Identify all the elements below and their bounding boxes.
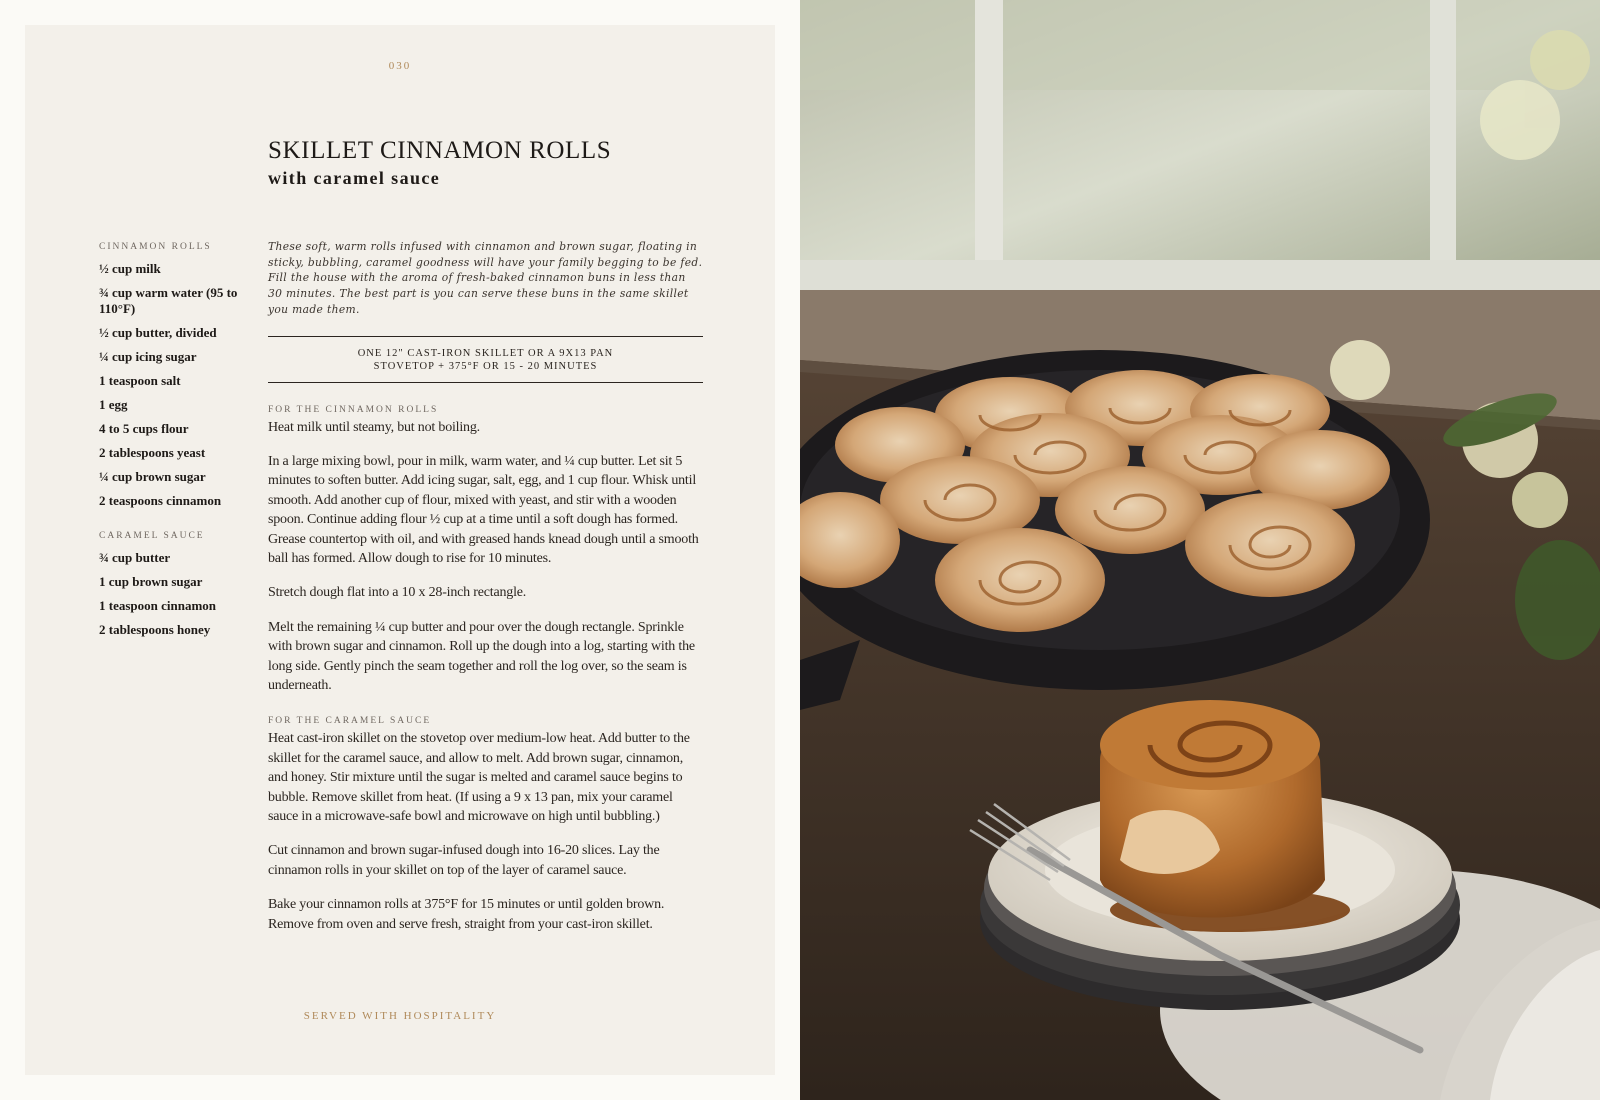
page-number: 030 bbox=[388, 60, 412, 72]
recipe-intro: These soft, warm rolls infused with cinnamon and brown sugar, floating in sticky, bubbling, caramel goodness will have your family begging to be fed. Fill the house with the aroma of fresh-baked cinnamon buns in less than 30 minutes. The best part is you can serve these buns in the same skillet you made them. bbox=[268, 240, 703, 316]
directions-heading-sauce: FOR THE CARAMEL SAUCE bbox=[268, 716, 432, 727]
ingredient-item: 1 egg bbox=[99, 397, 128, 412]
direction-step: Heat cast-iron skillet on the stovetop over medium-low heat. Add butter to the skillet for the caramel sauce, and allow to melt. Add brown sugar, cinnamon, and honey. Stir mixture until the sugar is melted and caramel sauce begins to bubble. Remove skillet from heat. (If using a 9 x 13 pan, mix your caramel sauce in a microwave-safe bowl and microwave on high until bubbling.) bbox=[268, 731, 690, 825]
ingredient-list-rolls bbox=[99, 261, 249, 509]
ingredient-item: ½ cup milk bbox=[99, 261, 161, 276]
direction-step: Bake your cinnamon rolls at 375°F for 15 minutes or until golden brown. Remove from oven and serve fresh, straight from your cast-iron skillet. bbox=[268, 897, 665, 932]
footer-text: SERVED WITH HOSPITALITY bbox=[303, 1010, 497, 1022]
ingredient-list-sauce bbox=[99, 550, 249, 638]
ingredient-item: ½ cup butter, divided bbox=[99, 325, 217, 340]
recipe-title: SKILLET CINNAMON ROLLS bbox=[268, 137, 612, 164]
ingredients-heading-sauce: CARAMEL SAUCE bbox=[99, 531, 205, 541]
ingredient-item: ¾ cup butter bbox=[99, 550, 171, 565]
cook-time-line: STOVETOP + 375°F OR 15 - 20 MINUTES bbox=[373, 360, 598, 372]
ingredient-item: 1 teaspoon cinnamon bbox=[99, 598, 217, 613]
ingredient-item: 2 tablespoons yeast bbox=[99, 445, 206, 460]
ingredients-heading-rolls: CINNAMON ROLLS bbox=[99, 242, 212, 252]
ingredient-item: 2 tablespoons honey bbox=[99, 622, 211, 637]
direction-step: In a large mixing bowl, pour in milk, warm water, and ¼ cup butter. Let sit 5 minutes to soften butter. Add icing sugar, salt, egg, and 1 cup flour. Whisk until smooth. Add another cup of flour, mixed with yeast, and stir with a wooden spoon. Continue adding flour ½ cup at a time until a soft dough has formed. Grease countertop with oil, and with greased hands knead dough until a smooth ball has formed. Allow dough to rise for 10 minutes. bbox=[268, 453, 699, 566]
recipe-page bbox=[25, 25, 775, 1075]
direction-step: Heat milk until steamy, but not boiling. bbox=[268, 419, 480, 435]
equipment-line: ONE 12" CAST-IRON SKILLET OR A 9X13 PAN bbox=[357, 347, 614, 359]
ingredient-item: ¼ cup icing sugar bbox=[99, 349, 197, 364]
ingredients-column bbox=[99, 242, 249, 660]
ingredient-item: ¾ cup warm water (95 to 110°F) bbox=[99, 285, 238, 316]
directions-heading-rolls: FOR THE CINNAMON ROLLS bbox=[268, 404, 439, 415]
ingredient-item: 2 teaspoons cinnamon bbox=[99, 493, 222, 508]
ingredient-item: ¼ cup brown sugar bbox=[99, 469, 206, 484]
equipment-box bbox=[268, 336, 703, 383]
ingredient-item: 1 cup brown sugar bbox=[99, 574, 203, 589]
cinnamon-rolls-photo bbox=[800, 0, 1600, 1100]
ingredient-item: 4 to 5 cups flour bbox=[99, 421, 189, 436]
ingredient-item: 1 teaspoon salt bbox=[99, 373, 181, 388]
direction-step: Stretch dough flat into a 10 x 28-inch rectangle. bbox=[268, 585, 527, 601]
direction-step: Melt the remaining ¼ cup butter and pour over the dough rectangle. Sprinkle with brown sugar and cinnamon. Roll up the dough into a log, starting with the long side. Gently pinch the seam together and roll the log over, so the seam is underneath. bbox=[268, 619, 695, 693]
directions-column bbox=[268, 239, 703, 949]
recipe-subtitle: with caramel sauce bbox=[268, 168, 441, 188]
direction-step: Cut cinnamon and brown sugar-infused dough into 16-20 slices. Lay the cinnamon rolls in your skillet on top of the layer of caramel sauce. bbox=[268, 843, 660, 878]
